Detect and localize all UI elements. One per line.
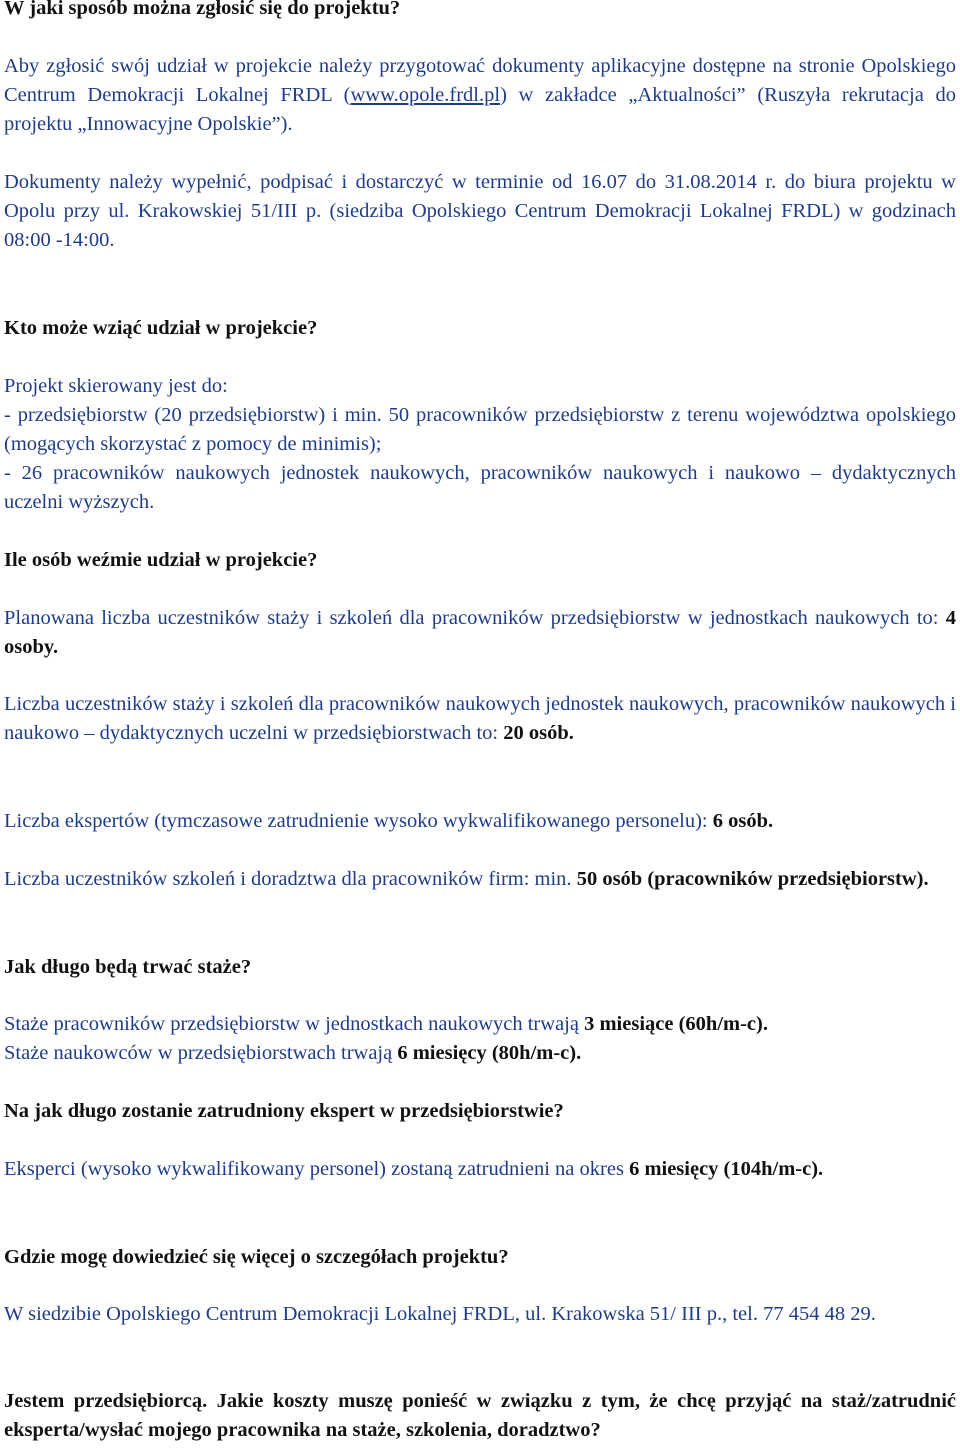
expert-duration-value: 6 miesięcy (104h/m-c).: [629, 1158, 824, 1180]
participants-enterprises-text: Planowana liczba uczestników staży i szkoleń dla pracowników przedsiębiorstw w jednostkach naukowych to:: [4, 607, 946, 629]
internship-duration-block: [4, 1010, 956, 1068]
question-how-to-apply: W jaki sposób można zgłosić się do projektu?: [4, 0, 401, 19]
paragraph-contact: W siedzibie Opolskiego Centrum Demokracji Lokalnej FRDL, ul. Krakowska 51/ III p., tel. 77 454 48 29.: [4, 1303, 876, 1325]
paragraph-expert-duration: [4, 1155, 956, 1184]
participants-scientists-text: Liczba uczestników staży i szkoleń dla pracowników naukowych jednostek naukowych, pracowników naukowych i naukowo – dydaktycznych uczelni w przedsiębiorstwach to:: [4, 693, 956, 744]
question-who-can-participate: Kto może wziąć udział w projekcie?: [4, 317, 318, 339]
internship-enterprises-duration: 3 miesiące (60h/m-c).: [584, 1013, 768, 1035]
question-costs: Jestem przedsiębiorcą. Jakie koszty muszę ponieść w związku z tym, że chcę przyjąć na staż/zatrudnić eksperta/wysłać mojego pracownika na staże, szkolenia, doradztwo?: [4, 1390, 956, 1441]
paragraph-trainees: [4, 865, 956, 894]
participants-enterprises-count: 4 osoby.: [4, 607, 956, 658]
paragraph-experts: [4, 807, 956, 836]
participants-scientists-count: 20 osób.: [503, 722, 574, 744]
paragraph-participants-enterprises: [4, 604, 956, 662]
expert-duration-text: Eksperci (wysoko wykwalifikowany personel) zostaną zatrudnieni na okres: [4, 1158, 630, 1180]
question-internship-duration: Jak długo będą trwać staże?: [4, 956, 252, 978]
trainees-count: 50 osób (pracowników przedsiębiorstw).: [576, 868, 929, 890]
apply-text-a: Aby zgłosić swój udział w projekcie należy przygotować dokumenty aplikacyjne dostępne na stronie Opolskiego Centrum Demokracji Lokalnej FRDL (: [4, 55, 956, 106]
question-how-many: Ile osób weźmie udział w projekcie?: [4, 549, 318, 571]
target-item-enterprises: - przedsiębiorstw (20 przedsiębiorstw) i min. 50 pracowników przedsiębiorstw z terenu województwa opolskiego (mogących skorzystać z pomocy de minimis);: [4, 404, 956, 455]
experts-count: 6 osób.: [712, 810, 774, 832]
trainees-text: Liczba uczestników szkoleń i doradztwa dla pracowników firm: min.: [4, 868, 577, 890]
internship-enterprises-text: Staże pracowników przedsiębiorstw w jednostkach naukowych trwają: [4, 1013, 585, 1035]
target-intro: Projekt skierowany jest do:: [4, 375, 228, 397]
paragraph-participants-scientists: [4, 690, 956, 748]
experts-text: Liczba ekspertów (tymczasowe zatrudnienie wysoko wykwalifikowanego personelu):: [4, 810, 713, 832]
paragraph-apply-documents: [4, 52, 956, 139]
internship-scientists-duration: 6 miesięcy (80h/m-c).: [397, 1042, 582, 1064]
target-group-block: [4, 372, 956, 517]
target-item-scientists: - 26 pracowników naukowych jednostek naukowych, pracowników naukowych i naukowo – dydaktycznych uczelni wyższych.: [4, 462, 956, 513]
paragraph-deadline: Dokumenty należy wypełnić, podpisać i dostarczyć w terminie od 16.07 do 31.08.2014 r. do biura projektu w Opolu przy ul. Krakowskiej 51/III p. (siedziba Opolskiego Centrum Demokracji Lokalnej FRDL) w godzinach 08:00 -14:00.: [4, 171, 956, 251]
internship-enterprises: [4, 1010, 956, 1039]
apply-text-b: ) w zakładce „Aktualności” (Ruszyła rekrutacja do projektu „Innowacyjne Opolskie”).: [4, 84, 956, 135]
question-more-info: Gdzie mogę dowiedzieć się więcej o szczegółach projektu?: [4, 1246, 509, 1268]
internship-scientists: [4, 1039, 956, 1068]
question-expert-duration: Na jak długo zostanie zatrudniony ekspert w przedsiębiorstwie?: [4, 1100, 564, 1122]
internship-scientists-text: Staże naukowców w przedsiębiorstwach trwają: [4, 1042, 398, 1064]
frdl-website-link[interactable]: www.opole.frdl.pl: [350, 84, 501, 106]
